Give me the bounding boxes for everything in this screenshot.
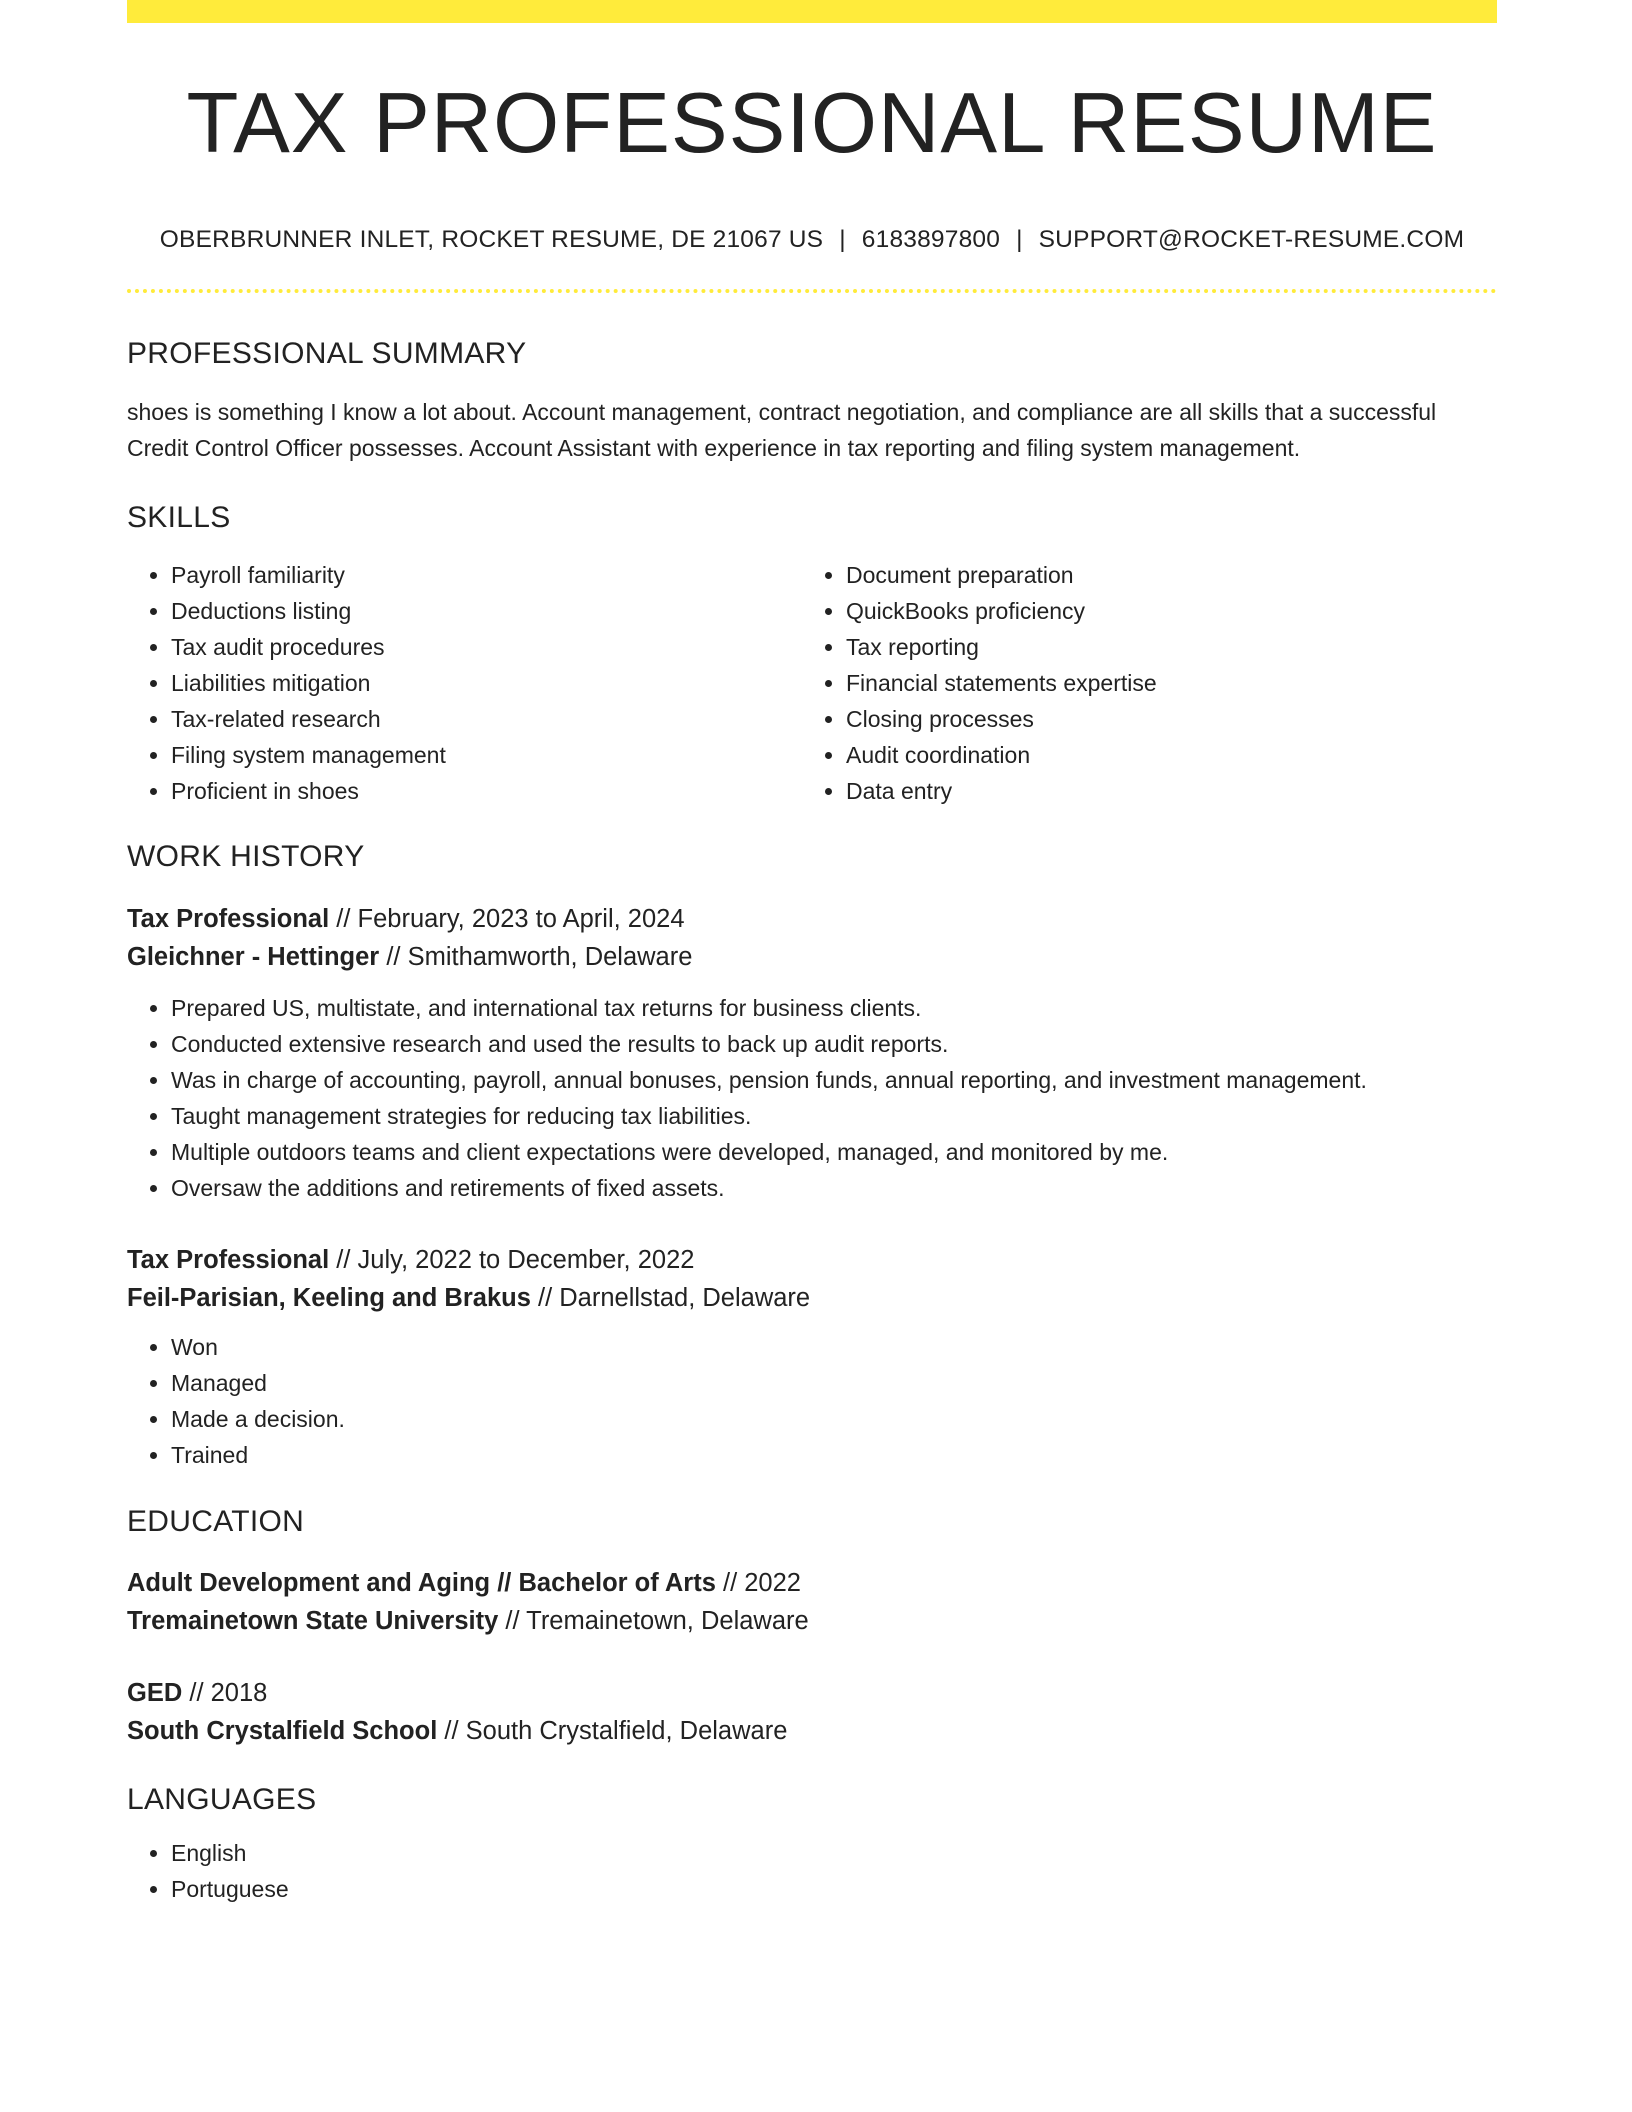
job-bullet: • Was in charge of accounting, payroll, annual bonuses, pension funds, annual reporting, and investment management. <box>171 1062 1497 1098</box>
education-location: // South Crystalfield, Delaware <box>444 1716 788 1745</box>
job-bullet: • Taught management strategies for reducing tax liabilities. <box>171 1098 1497 1134</box>
resume-page <box>127 0 1497 1907</box>
job-bullet: • Prepared US, multistate, and international tax returns for business clients. <box>171 990 1497 1026</box>
contact-separator: | <box>839 226 846 253</box>
education-school: Tremainetown State University <box>127 1606 499 1635</box>
job-bullets <box>127 990 1497 1206</box>
job-title: Tax Professional <box>127 904 330 933</box>
education-entry <box>127 1564 1497 1640</box>
job-location: // Smithamworth, Delaware <box>386 942 693 971</box>
skill-item: • QuickBooks proficiency <box>846 593 1477 629</box>
job-dates: // July, 2022 to December, 2022 <box>336 1245 695 1274</box>
contact-email: SUPPORT@ROCKET-RESUME.COM <box>1038 226 1465 253</box>
languages-list <box>127 1835 1497 1907</box>
education-degree-line <box>127 1674 1497 1712</box>
job-company-line <box>127 938 1497 976</box>
education-year: // 2022 <box>723 1568 801 1597</box>
skill-item: • Filing system management <box>171 737 802 773</box>
contact-separator: | <box>1016 226 1023 253</box>
skill-item: • Liabilities mitigation <box>171 665 802 701</box>
job-bullet: • Won <box>171 1329 1497 1365</box>
skill-item: • Tax reporting <box>846 629 1477 665</box>
job-location: // Darnellstad, Delaware <box>537 1283 811 1312</box>
education-school-line <box>127 1602 1497 1640</box>
skill-item: • Data entry <box>846 773 1477 809</box>
contact-phone: 6183897800 <box>861 226 1001 253</box>
skill-item: • Document preparation <box>846 557 1477 593</box>
summary-heading: PROFESSIONAL SUMMARY <box>127 336 527 370</box>
skills-column-left <box>127 557 802 809</box>
education-location: // Tremainetown, Delaware <box>505 1606 809 1635</box>
education-heading: EDUCATION <box>127 1504 305 1538</box>
skills-heading: SKILLS <box>127 500 231 534</box>
skills-grid <box>127 557 1497 809</box>
job-entry <box>127 900 1497 1206</box>
skill-item: • Tax-related research <box>171 701 802 737</box>
language-item: • English <box>171 1835 1497 1871</box>
skill-item: • Tax audit procedures <box>171 629 802 665</box>
job-bullet: • Conducted extensive research and used the results to back up audit reports. <box>171 1026 1497 1062</box>
job-bullets <box>127 1329 1497 1473</box>
job-company-line <box>127 1279 1497 1317</box>
skill-item: • Proficient in shoes <box>171 773 802 809</box>
contact-line <box>127 228 1497 253</box>
summary-text: shoes is something I know a lot about. Account management, contract negotiation, and compliance are all skills that a successful Credit Control Officer possesses. Account Assistant with experience in tax reporting and filing system management. <box>127 398 1437 461</box>
job-bullet: • Trained <box>171 1437 1497 1473</box>
education-year: // 2018 <box>189 1678 268 1707</box>
language-item: • Portuguese <box>171 1871 1497 1907</box>
job-title-line <box>127 1241 1497 1279</box>
education-school: South Crystalfield School <box>127 1716 438 1745</box>
header-divider <box>127 289 1497 293</box>
job-bullet: • Made a decision. <box>171 1401 1497 1437</box>
skill-item: • Deductions listing <box>171 593 802 629</box>
skills-column-right <box>802 557 1477 809</box>
job-entry <box>127 1241 1497 1473</box>
job-dates: // February, 2023 to April, 2024 <box>336 904 685 933</box>
education-degree: Adult Development and Aging // Bachelor of Arts <box>127 1568 716 1597</box>
top-accent-bar <box>127 0 1497 23</box>
job-bullet: • Managed <box>171 1365 1497 1401</box>
languages-heading: LANGUAGES <box>127 1782 317 1816</box>
job-bullet: • Multiple outdoors teams and client expectations were developed, managed, and monitored by me. <box>171 1134 1497 1170</box>
skill-item: • Financial statements expertise <box>846 665 1477 701</box>
education-school-line <box>127 1712 1497 1750</box>
education-degree: GED <box>127 1678 183 1707</box>
job-title: Tax Professional <box>127 1245 330 1274</box>
job-bullet: • Oversaw the additions and retirements of fixed assets. <box>171 1170 1497 1206</box>
contact-address: OBERBRUNNER INLET, ROCKET RESUME, DE 21067 US <box>159 226 824 253</box>
skill-item: • Audit coordination <box>846 737 1477 773</box>
work-history-heading: WORK HISTORY <box>127 839 365 873</box>
job-company: Feil-Parisian, Keeling and Brakus <box>127 1283 531 1312</box>
skill-item: • Closing processes <box>846 701 1477 737</box>
resume-title: TAX PROFESSIONAL RESUME <box>186 76 1438 171</box>
education-degree-line <box>127 1564 1497 1602</box>
skill-item: • Payroll familiarity <box>171 557 802 593</box>
job-company: Gleichner - Hettinger <box>127 942 380 971</box>
education-entry <box>127 1674 1497 1750</box>
job-title-line <box>127 900 1497 938</box>
